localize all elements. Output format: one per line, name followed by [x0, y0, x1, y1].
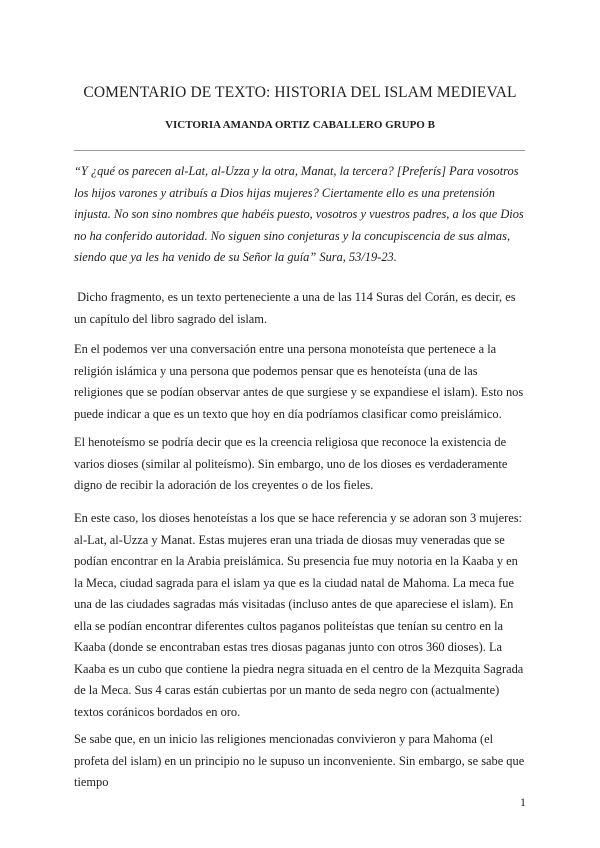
quote-text: “Y ¿qué os parecen al-Lat, al-Uzza y la otra, Manat, la tercera? [Preferís] Para vosotros los hijos varones y atribuís a Dios hijas mujeres? Ciertamente ello es una pretensión injusta. No son sino nombres que habéis puesto, vosotros y vuestros padres, a los que Dios no ha conferido autoridad. No siguen sino conjeturas y la concupiscencia de sus almas, siendo que ya les ha venido de su Señor la guía” Sura, 53/19-23. — [74, 164, 524, 264]
document-title: COMENTARIO DE TEXTO: HISTORIA DEL ISLAM MEDIEVAL — [83, 84, 517, 101]
paragraph-4 — [74, 508, 526, 723]
paragraph-text: Dicho fragmento, es un texto perteneciente a una de las 114 Suras del Corán, es decir, es un capítulo del libro sagrado del islam. — [74, 290, 519, 326]
page-number: 1 — [520, 795, 526, 809]
header-divider — [74, 150, 525, 151]
paragraph-3 — [74, 432, 526, 497]
quote-block — [74, 161, 526, 269]
paragraph-text: Se sabe que, en un inicio las religiones mencionadas convivieron y para Mahoma (el profeta del islam) en un principio no le supuso un inconveniente. Sin embargo, se sabe que tiempo — [74, 732, 525, 789]
paragraph-1 — [74, 287, 526, 330]
paragraph-text: El henoteísmo se podría decir que es la creencia religiosa que reconoce la existencia de varios dioses (similar al politeísmo). Sin embargo, uno de los dioses es verdaderamente digno de recibir la adoración de los creyentes o de los fieles. — [74, 435, 508, 492]
paragraph-text: En este caso, los dioses henoteístas a los que se hace referencia y se adoran son 3 mujeres: al-Lat, al-Uzza y Manat. Estas mujeres eran una triada de diosas muy veneradas que se podían encontrar en la Arabia preislámica. Su presencia fue muy notoria en la Kaaba y en la Meca, ciudad sagrada para el islam ya que es la ciudad natal de Mahoma. La meca fue una de las ciudades sagradas más visitadas (incluso antes de que apareciese el islam). En ella se podían encontrar diferentes cultos paganos politeístas que tenían su centro en la Kaaba (donde se encontraban estas tres diosas paganas junto con otros 360 dioses). La Kaaba es un cubo que contiene la piedra negra situada en el centro de la Mezquita Sagrada de la Meca. Sus 4 caras están cubiertas por un manto de seda negro con (actualmente) textos coránicos bordados en oro. — [74, 511, 524, 719]
paragraph-text: En el podemos ver una conversación entre una persona monoteísta que pertenece a la religión islámica y una persona que podemos pensar que es henoteísta (una de las religiones que se podían observar antes de que surgiese y se expandiese el islam). Esto nos puede indicar a que es un texto que hoy en día podríamos clasificar como preislámico. — [74, 342, 524, 421]
paragraph-2 — [74, 339, 526, 425]
author-line: VICTORIA AMANDA ORTIZ CABALLERO GRUPO B — [165, 119, 435, 131]
paragraph-5 — [74, 729, 526, 794]
